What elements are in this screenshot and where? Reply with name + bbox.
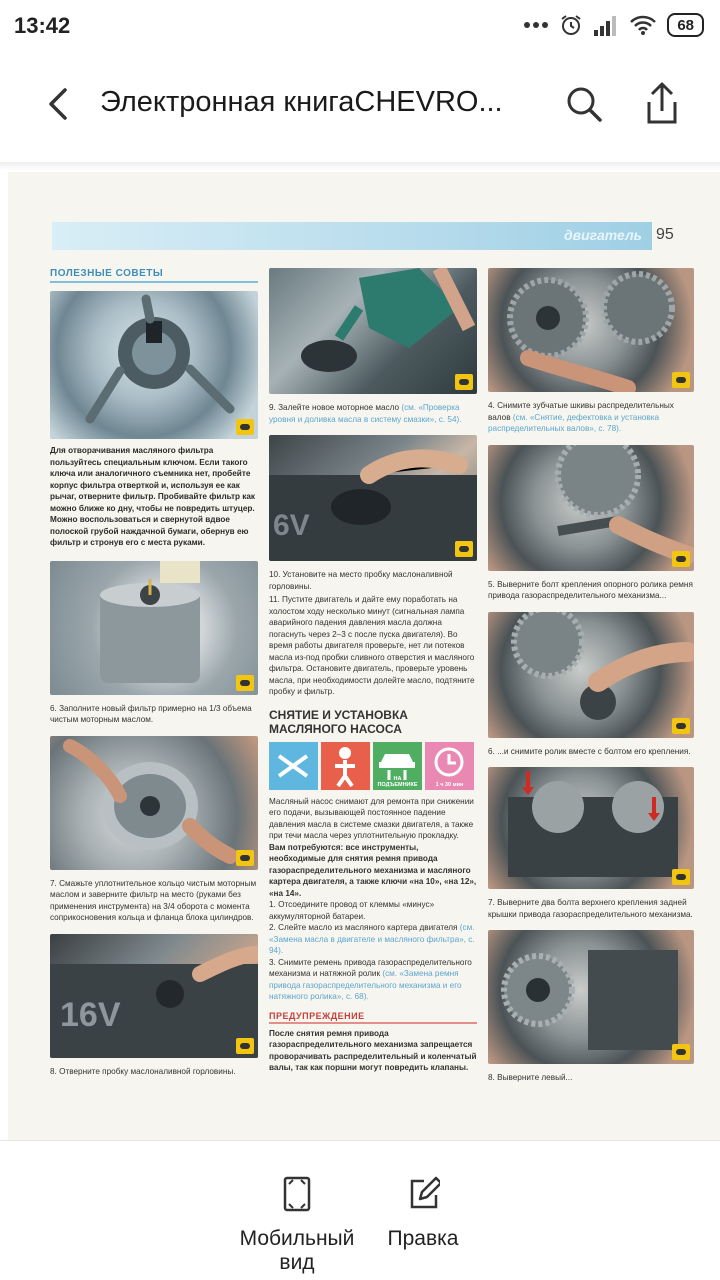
- time-tile: [425, 742, 474, 790]
- lift-tile: [373, 742, 422, 790]
- caption-step-7: 7. Смажьте уплотнительное кольцо чистым моторным маслом и заверните фильтр на место (руками без применения инструмента) на 3/4 оборота с момента соприкосновения кольца и фланца блока цилиндров.: [50, 878, 257, 922]
- document-page[interactable]: [8, 172, 720, 1140]
- status-bar: [0, 0, 720, 50]
- caption-step-6: 6. Заполните новый фильтр примерно на 1/3 объема чистым моторным маслом.: [50, 703, 252, 724]
- page-header-band: [52, 222, 652, 250]
- wrench-icon: [269, 742, 318, 790]
- warning-heading: ПРЕДУПРЕЖДЕНИЕ: [269, 1011, 477, 1024]
- info-tiles: [269, 742, 477, 790]
- column-2: [269, 268, 477, 1074]
- bottom-action-bar: [0, 1140, 720, 1280]
- column-1: [50, 268, 258, 1087]
- step-2-reference[interactable]: (см. «Замена масла в двигателе и масляного фильтра», с. 94).: [269, 923, 475, 955]
- time-tile-label: 1 ч 30 мин: [435, 781, 464, 788]
- photo-left-bolt: [488, 930, 694, 1064]
- step-2-text: 2. Слейте масло из масляного картера двигателя: [269, 923, 458, 932]
- photo-filter-wrench: [50, 291, 258, 439]
- photo-filling-filter: [50, 561, 258, 695]
- lift-badge-icon: [672, 372, 690, 388]
- alarm-icon: [559, 13, 583, 37]
- lift-badge-icon: [672, 869, 690, 885]
- app-bar: [0, 50, 720, 160]
- photo-oil-cap: [50, 934, 258, 1058]
- filter-seal-icon: [50, 736, 258, 870]
- wifi-icon: [629, 14, 657, 36]
- search-icon: [562, 82, 606, 126]
- search-button[interactable]: [562, 82, 606, 126]
- step-3: [269, 957, 477, 1003]
- mobile-view-label: Мобильный вид: [239, 1227, 355, 1274]
- lift-badge-icon: [236, 675, 254, 691]
- lift-badge-icon: [236, 850, 254, 866]
- caption-step-10: 10. Установите на место пробку маслоналивной горловины.: [269, 570, 453, 591]
- svg-text:16V: 16V: [60, 995, 121, 1034]
- caption-step-8: 8. Отверните пробку маслоналивной горловины.: [50, 1066, 236, 1076]
- caption-col3-step-6: 6. ...и снимите ролик вместе с болтом его крепления.: [488, 746, 691, 756]
- column-3: [488, 268, 694, 1094]
- page-number: 95: [656, 226, 674, 243]
- rear-cover-icon: [488, 767, 694, 889]
- filler-cap-icon: [269, 435, 477, 561]
- caption-step-9-reference[interactable]: (см. «Проверка уровня и доливка масла в систему смазки», с. 54).: [269, 403, 462, 424]
- warning-text: После снятия ремня привода газораспределительного механизма запрещается проворачивать распределительный и коленчатый валы, так как поршни могут повредить клапаны.: [269, 1028, 477, 1072]
- person-icon: [321, 742, 370, 790]
- caption-col3-step-7: 7. Выверните два болта верхнего крепления задней крышки привода газораспределительного механизма.: [488, 898, 693, 919]
- idler-roller-icon: [488, 612, 694, 738]
- photo-idler-bolt: [488, 445, 694, 571]
- engine-cover-icon: [50, 934, 258, 1058]
- document-title: Электронная книгаCHEVRO...: [100, 86, 503, 118]
- person-tile: [321, 742, 370, 790]
- step-3-text: 3. Снимите ремень привода газораспределительного механизма и натяжной ролик: [269, 957, 472, 978]
- lift-badge-icon: [455, 541, 473, 557]
- app-bar-shadow: [0, 162, 720, 170]
- idler-bolt-icon: [488, 445, 694, 571]
- photo-filter-seal: [50, 736, 258, 870]
- lift-badge-icon: [236, 419, 254, 435]
- lift-tile-label: НА ПОДЪЕМНИКЕ: [377, 775, 418, 788]
- caption-step-9-text: 9. Залейте новое моторное масло: [269, 403, 400, 412]
- status-icons: [523, 12, 704, 38]
- svg-text:6V: 6V: [273, 509, 310, 542]
- oil-pump-intro: Масляный насос снимают для ремонта при снижении его подачи, вызывающей постоянное падение давления масла в системе смазки двигателя, а также при течи масла через уплотнительную прокладку.: [269, 796, 474, 840]
- mobile-view-icon: [280, 1175, 314, 1213]
- step-1: 1. Отсоедините провод от клеммы «минус» аккумуляторной батареи.: [269, 900, 435, 921]
- battery-indicator: 68: [667, 13, 704, 37]
- share-icon: [640, 80, 684, 128]
- tools-required: Вам потребуются: все инструменты, необходимые для снятия ремня привода газораспределительного механизма и масляного картера двигателя, а также ключи «на 10», «на 12», «на 14».: [269, 842, 477, 898]
- oil-filter-icon: [50, 561, 258, 695]
- lift-badge-icon: [672, 551, 690, 567]
- lift-badge-icon: [672, 1044, 690, 1060]
- caption-col3-step-4: [488, 400, 694, 435]
- photo-oil-filler-cap: [269, 435, 477, 561]
- back-arrow-icon: [47, 87, 69, 121]
- page-section-title: двигатель: [564, 227, 642, 243]
- tips-heading: ПОЛЕЗНЫЕ СОВЕТЫ: [50, 268, 258, 283]
- section-heading-oil-pump: СНЯТИЕ И УСТАНОВКА МАСЛЯНОГО НАСОСА: [269, 707, 408, 736]
- crank-pulley-icon: [488, 930, 694, 1064]
- pulley-icon: [488, 268, 694, 392]
- oil-bottle-icon: [269, 268, 477, 394]
- photo-camshaft-pulleys: [488, 268, 694, 392]
- back-button[interactable]: [38, 82, 78, 126]
- filter-wrench-icon: [50, 291, 258, 439]
- photo-rear-cover-bolts: [488, 767, 694, 889]
- caption-step-11: 11. Пустите двигатель и дайте ему поработать на холостом ходу несколько минут (сигнальная лампа аварийного падения давления масла должна погаснуть через 2–3 с после пуска двигателя). Во время работы двигателя проверьте, нет ли потеков масла из-под пробки сливного отверстия и масляного фильтра. Остановите двигатель, проверьте уровень масла, при необходимости долейте масло, подтяните пробку и фильтр.: [269, 595, 475, 696]
- step-2: [269, 922, 477, 957]
- step-3-reference[interactable]: (см. «Замена ремня привода газораспределительного механизма и его натяжного ролика», с. 68).: [269, 969, 462, 1001]
- share-button[interactable]: [640, 80, 684, 128]
- tip-text: Для отворачивания масляного фильтра пользуйтесь специальным ключом. Если такого ключа или аналогичного съемника нет, пробейте корпус фильтра отверткой и, используя ее как рычаг, отверните фильтр. Пробивайте фильтр как можно ближе ко дну, чтобы не повредить штуцер. Можно воспользоваться и свернутой вдвое полоской грубой наждачной бумаги, обернув ею фильтр и стронув его с места руками.: [50, 446, 255, 547]
- lift-badge-icon: [672, 718, 690, 734]
- edit-button[interactable]: [343, 1175, 503, 1251]
- caption-col3-step-5: 5. Выверните болт крепления опорного ролика ремня привода газораспределительного механизма...: [488, 579, 693, 600]
- caption-col3-step-8: 8. Выверните левый...: [488, 1073, 573, 1082]
- tools-tile: [269, 742, 318, 790]
- more-dots-icon: [523, 21, 549, 29]
- caption-step-9: [269, 402, 477, 425]
- lift-badge-icon: [236, 1038, 254, 1054]
- signal-icon: [593, 14, 619, 36]
- photo-pouring-oil: [269, 268, 477, 394]
- lift-badge-icon: [455, 374, 473, 390]
- caption-col3-step-4-reference[interactable]: (см. «Снятие, дефектовка и установка распределительных валов», с. 78).: [488, 412, 660, 433]
- status-time: 13:42: [14, 13, 71, 38]
- edit-icon: [406, 1175, 440, 1213]
- photo-idler-removal: [488, 612, 694, 738]
- edit-label: Правка: [387, 1227, 459, 1250]
- caption-col3-step-4-text: 4. Снимите зубчатые шкивы распределительных валов: [488, 401, 674, 422]
